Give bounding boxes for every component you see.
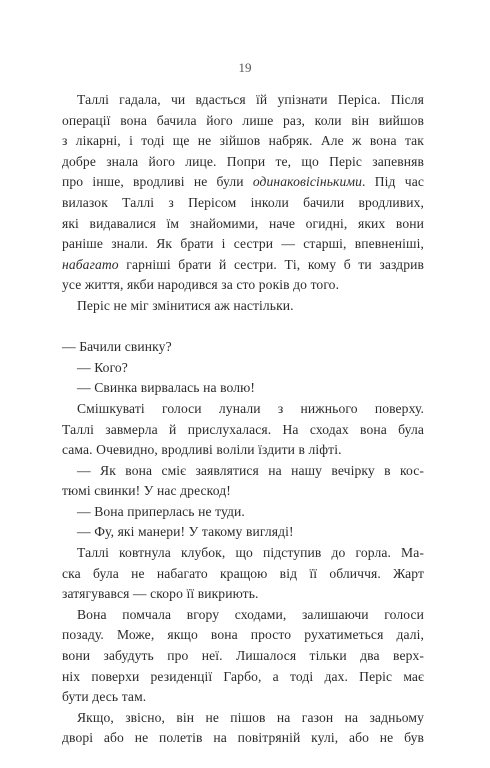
text-line: ніх поверхи резиденції Гарбо, а тоді дах. Періс має bbox=[62, 668, 424, 684]
body-text bbox=[62, 90, 424, 749]
text-line: — Як вона сміє заявлятися на нашу вечірку в кос- bbox=[77, 462, 424, 478]
text-line: Таллі завмерла й прислухалася. На сходах вона була bbox=[62, 421, 424, 437]
text-line: з лікарні, і тоді ще не зійшов набряк. Але ж вона так bbox=[62, 133, 424, 149]
emphasis: одинаковісінькими bbox=[252, 174, 363, 190]
text-line: дворі або не полетів на повітряній кулі, або не був bbox=[62, 730, 424, 746]
text-line: Періс не міг змінитися аж настільки. bbox=[77, 297, 294, 313]
text-line: вилазок Таллі з Перісом інколи бачили вродливих, bbox=[62, 194, 424, 210]
text-line: усе життя, якби народився за сто років до того. bbox=[62, 277, 340, 293]
text-line: бути десь там. bbox=[62, 689, 147, 705]
text-line: ска була не набагато кращою від її обличчя. Жарт bbox=[62, 565, 424, 581]
text-line: Смішкуваті голоси лунали з нижнього поверху. bbox=[77, 400, 424, 416]
text-line: позаду. Може, якщо вона просто рухатиметься далі, bbox=[62, 627, 424, 643]
text-line: добре знала його лице. Попри те, що Періс запевняв bbox=[62, 153, 424, 169]
text-line: сама. Очевидно, вродливі воліли їздити в ліфті. bbox=[62, 442, 342, 458]
text-line: про інше, вродливі не були одинаковісінькими. Під час bbox=[62, 174, 424, 190]
text-line: Таллі ковтнула клубок, що підступив до горла. Ма- bbox=[77, 545, 424, 561]
text-line: набагато гарніші брати й сестри. Ті, кому б ти заздрив bbox=[62, 256, 424, 272]
text-line: — Вона приперлась не туди. bbox=[77, 503, 245, 519]
text-line: Вона помчала вгору сходами, залишаючи голоси bbox=[77, 606, 424, 622]
text-line: затягувався — скоро її викриють. bbox=[62, 586, 259, 602]
text-line: — Бачили свинку? bbox=[62, 339, 172, 355]
emphasis: набагато bbox=[62, 256, 119, 272]
text-line: Якщо, звісно, він не пішов на газон на задньому bbox=[77, 709, 424, 725]
text-line: вони забудуть про неї. Лишалося тільки два верх- bbox=[62, 648, 424, 664]
text-line: тюмі свинки! У нас дрескод! bbox=[62, 483, 231, 499]
paragraph-gap bbox=[62, 317, 424, 338]
text-line: раніше знали. Як брати і сестри — старші, впевненіші, bbox=[62, 236, 424, 252]
text-line: операції вона бачила його лише раз, коли він вийшов bbox=[62, 112, 424, 128]
text-line: Таллі гадала, чи вдасться їй упізнати Періса. Після bbox=[77, 92, 424, 107]
text-line: — Кого? bbox=[77, 359, 128, 375]
page-number: 19 bbox=[238, 60, 252, 75]
text-line: — Свинка вирвалась на волю! bbox=[77, 380, 256, 396]
text-line: — Фу, які манери! У такому вигляді! bbox=[77, 524, 294, 540]
text-line: які видавалися їм знайомими, наче огидні, яких вони bbox=[62, 215, 424, 231]
